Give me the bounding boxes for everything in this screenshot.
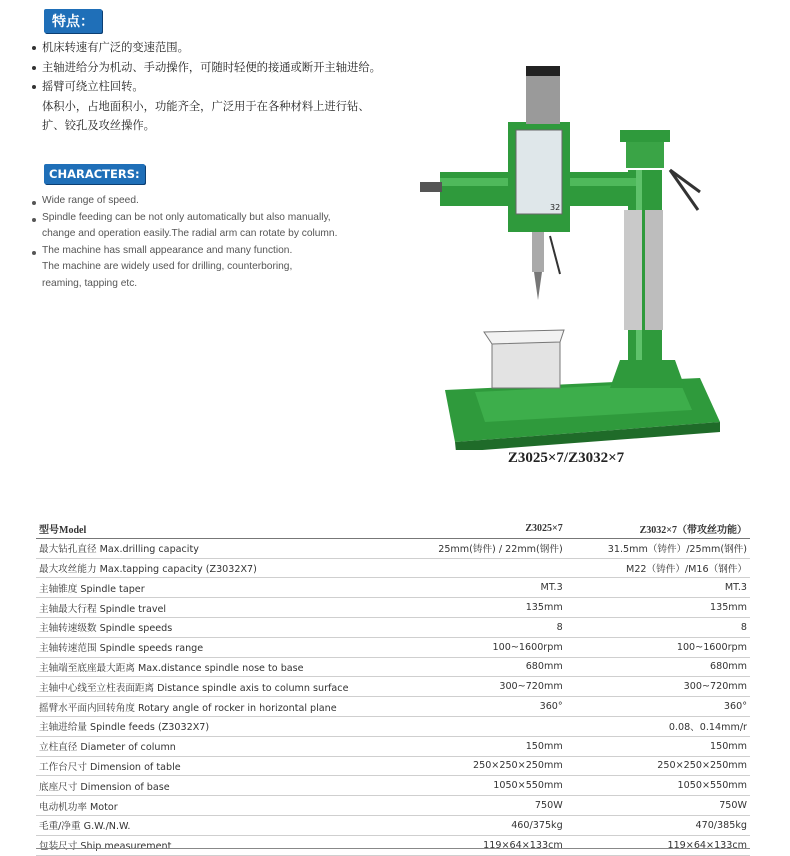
- table-row: [36, 756, 750, 776]
- table-row: [36, 558, 750, 578]
- table-cell: 主轴进给量 Spindle feeds (Z3032X7): [36, 716, 396, 736]
- table-row: [36, 637, 750, 657]
- table-cell: 工作台尺寸 Dimension of table: [36, 756, 396, 776]
- table-cell: 750W: [566, 796, 750, 816]
- table-bottom-rule: [36, 848, 750, 849]
- header-cell: 型号Model: [36, 519, 396, 538]
- table-row: [36, 538, 750, 558]
- table-cell: MT.3: [566, 578, 750, 598]
- table-cell: 包装尺寸 Ship measurement: [36, 835, 396, 855]
- table-cell: 电动机功率 Motor: [36, 796, 396, 816]
- table-cell: 135mm: [396, 598, 566, 618]
- feature-item: 主轴进给分为机动、手动操作，可随时轻便的接通或断开主轴进给。: [30, 58, 460, 78]
- feature-item: Wide range of speed.: [30, 193, 410, 210]
- head-panel-number: 32: [550, 203, 561, 212]
- feature-item: The machine are widely used for drilling, counterboring,: [42, 261, 293, 273]
- spec-table: [36, 519, 750, 856]
- table-cell: 100~1600rpm: [396, 637, 566, 657]
- table-row: [36, 598, 750, 618]
- table-cell: 摇臂水平面内回转角度 Rotary angle of rocker in horizontal plane: [36, 697, 396, 717]
- table-row: [36, 835, 750, 855]
- feature-item: 扩、铰孔及攻丝操作。: [42, 119, 155, 132]
- header-cell: Z3032×7（带攻丝功能）: [566, 519, 750, 538]
- table-cell: 1050×550mm: [396, 776, 566, 796]
- table-cell: 主轴转速范围 Spindle speeds range: [36, 637, 396, 657]
- features-en-badge: CHARACTERS:: [44, 164, 145, 184]
- table-header-row: [36, 519, 750, 538]
- table-cell: 主轴端至底座最大距离 Max.distance spindle nose to base: [36, 657, 396, 677]
- feature-item: Spindle feeding can be not only automatically but also manually,: [30, 210, 410, 227]
- feature-item: reaming, tapping etc.: [42, 277, 138, 289]
- table-cell: 300~720mm: [566, 677, 750, 697]
- table-row: [36, 697, 750, 717]
- features-cn-badge: 特点：: [44, 9, 102, 33]
- features-en-list: [30, 193, 410, 293]
- table-row: [36, 815, 750, 835]
- feature-item: 机床转速有广泛的变速范围。: [30, 38, 460, 58]
- feature-item: 体积小，占地面积小，功能齐全，广泛用于在各种材料上进行钻、: [42, 99, 370, 113]
- table-cell: 主轴最大行程 Spindle travel: [36, 598, 396, 618]
- table-cell: 460/375kg: [396, 815, 566, 835]
- table-cell: 100~1600rpm: [566, 637, 750, 657]
- table-cell: 119×64×133cm: [396, 835, 566, 855]
- header-cell: Z3025×7: [396, 519, 566, 538]
- table-cell: 立柱直径 Diameter of column: [36, 736, 396, 756]
- table-cell: [396, 716, 566, 736]
- table-cell: 680mm: [566, 657, 750, 677]
- table-cell: 1050×550mm: [566, 776, 750, 796]
- table-row: [36, 617, 750, 637]
- table-cell: 毛重/净重 G.W./N.W.: [36, 815, 396, 835]
- table-cell: 主轴中心线至立柱表面距离 Distance spindle axis to column surface: [36, 677, 396, 697]
- radial-drill-machine-image: [400, 60, 730, 450]
- table-cell: 8: [396, 617, 566, 637]
- table-row: [36, 578, 750, 598]
- table-row: [36, 716, 750, 736]
- table-cell: [396, 558, 566, 578]
- table-cell: 主轴转速级数 Spindle speeds: [36, 617, 396, 637]
- table-cell: 119×64×133cm: [566, 835, 750, 855]
- table-cell: 360°: [396, 697, 566, 717]
- table-cell: 360°: [566, 697, 750, 717]
- feature-item: The machine has small appearance and many function.: [30, 243, 410, 260]
- table-cell: 750W: [396, 796, 566, 816]
- features-cn-list: [30, 38, 460, 136]
- table-cell: 底座尺寸 Dimension of base: [36, 776, 396, 796]
- table-row: [36, 776, 750, 796]
- feature-item: change and operation easily.The radial arm can rotate by column.: [42, 228, 338, 240]
- table-row: [36, 657, 750, 677]
- table-cell: 主轴锥度 Spindle taper: [36, 578, 396, 598]
- model-caption: Z3025×7/Z3032×7: [507, 450, 625, 466]
- table-cell: 最大钻孔直径 Max.drilling capacity: [36, 538, 396, 558]
- table-row: [36, 796, 750, 816]
- table-cell: 680mm: [396, 657, 566, 677]
- table-cell: 135mm: [566, 598, 750, 618]
- table-cell: 31.5mm（铸件）/25mm(钢件): [566, 538, 750, 558]
- table-row: [36, 677, 750, 697]
- table-cell: 470/385kg: [566, 815, 750, 835]
- table-cell: 300~720mm: [396, 677, 566, 697]
- feature-item: 摇臂可绕立柱回转。: [30, 77, 460, 97]
- table-cell: 25mm(铸件) / 22mm(钢件): [396, 538, 566, 558]
- table-cell: 150mm: [396, 736, 566, 756]
- table-row: [36, 736, 750, 756]
- table-cell: 0.08、0.14mm/r: [566, 716, 750, 736]
- table-cell: 8: [566, 617, 750, 637]
- table-cell: M22（铸件）/M16（钢件）: [566, 558, 750, 578]
- table-cell: 250×250×250mm: [396, 756, 566, 776]
- table-cell: MT.3: [396, 578, 566, 598]
- table-cell: 250×250×250mm: [566, 756, 750, 776]
- table-cell: 最大攻丝能力 Max.tapping capacity (Z3032X7): [36, 558, 396, 578]
- table-cell: 150mm: [566, 736, 750, 756]
